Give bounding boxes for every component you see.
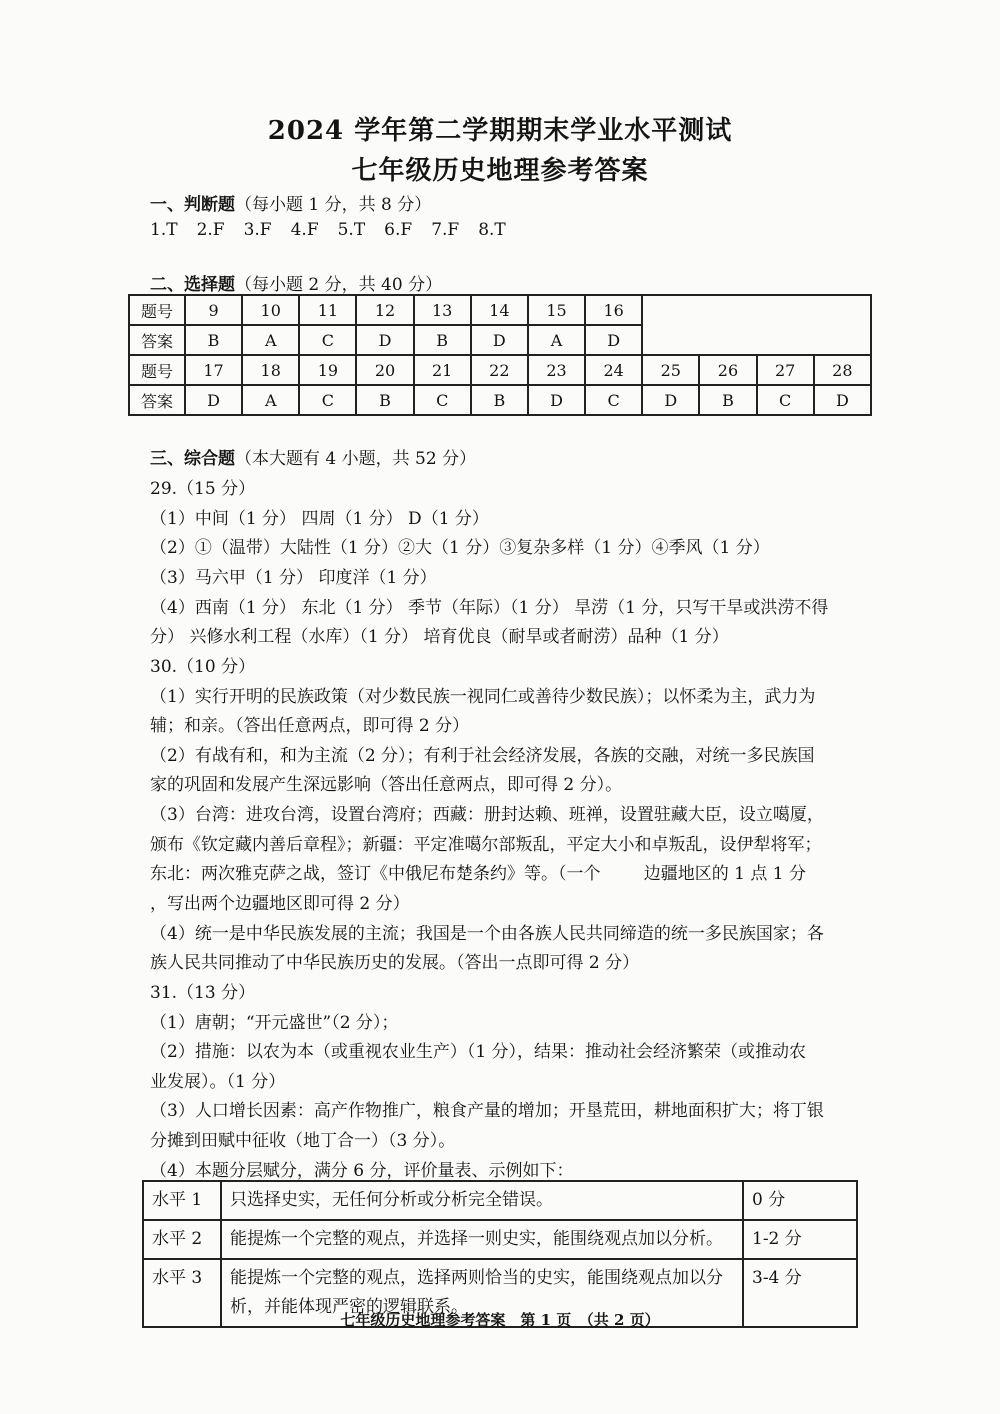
question-number: 19 <box>299 355 356 385</box>
answer-cell: D <box>585 325 642 355</box>
question-number: 12 <box>356 295 413 325</box>
question-number: 18 <box>242 355 299 385</box>
answer-line: 东北：两次雅克萨之战，签订《中俄尼布楚条约》等。（一个 边疆地区的 1 点 1 分 <box>150 864 806 884</box>
question-number: 9 <box>185 295 242 325</box>
answer-cell: C <box>757 385 814 415</box>
table-row <box>129 355 871 385</box>
answer-cell: C <box>585 385 642 415</box>
answer-line: ，写出两个边疆地区即可得 2 分） <box>150 894 410 914</box>
answer-line: （3）人口增长因素：高产作物推广，粮食产量的增加；开垦荒田，耕地面积扩大；将丁银 <box>150 1101 824 1121</box>
answer-line: （4）本题分层赋分，满分 6 分，评价量表、示例如下： <box>150 1161 574 1181</box>
judge-answer: 5.T <box>337 220 366 240</box>
answer-cell: B <box>356 385 413 415</box>
answer-line: 分） 兴修水利工程（水库）（1 分） 培育优良（耐旱或者耐涝）品种（1 分） <box>150 627 729 647</box>
answer-cell: D <box>814 385 871 415</box>
answer-line: 族人民共同推动了中华民族历史的发展。（答出一点即可得 2 分） <box>150 953 640 973</box>
choice-answer-table <box>128 294 872 416</box>
question-number: 17 <box>185 355 242 385</box>
answer-line: （2）措施：以农为本（或重视农业生产）（1 分），结果：推动社会经济繁荣（或推动农 <box>150 1042 807 1062</box>
answer-cell: D <box>528 385 585 415</box>
question-number: 22 <box>471 355 528 385</box>
question-number: 28 <box>814 355 871 385</box>
question-number: 14 <box>471 295 528 325</box>
question-number: 16 <box>585 295 642 325</box>
section3-title: 三、综合题 <box>150 449 235 469</box>
answer-cell: B <box>414 325 471 355</box>
answer-line: （2）有战有和，和为主流（2 分）；有利于社会经济发展，各族的交融，对统一多民族国 <box>150 746 815 766</box>
section1-heading <box>150 190 431 215</box>
question-number: 20 <box>356 355 413 385</box>
table-row <box>143 1220 857 1259</box>
row-label: 答案 <box>129 325 185 355</box>
judge-answer: 7.F <box>431 220 460 240</box>
answer-line: 家的巩固和发展产生深远影响（答出任意两点，即可得 2 分）。 <box>150 775 623 795</box>
answer-cell: B <box>699 385 756 415</box>
section2-note: （每小题 2 分，共 40 分） <box>235 275 443 295</box>
row-label: 题号 <box>129 355 185 385</box>
question-number: 24 <box>585 355 642 385</box>
answer-cell: A <box>242 385 299 415</box>
question-number: 27 <box>757 355 814 385</box>
answer-cell: C <box>299 325 356 355</box>
rubric-table <box>142 1180 858 1328</box>
row-label: 答案 <box>129 385 185 415</box>
question-number: 21 <box>414 355 471 385</box>
answer-line: 31.（13 分） <box>150 983 256 1003</box>
question-number: 25 <box>642 355 699 385</box>
answer-cell: C <box>299 385 356 415</box>
answer-line: 辅；和亲。（答出任意两点，即可得 2 分） <box>150 716 470 736</box>
question-number: 23 <box>528 355 585 385</box>
answer-cell: A <box>528 325 585 355</box>
rubric-score: 1-2 分 <box>743 1220 857 1259</box>
answer-cell: C <box>414 385 471 415</box>
rubric-score: 0 分 <box>743 1181 857 1220</box>
section1-title: 一、判断题 <box>150 195 235 215</box>
answer-cell: B <box>185 325 242 355</box>
answer-cell: D <box>356 325 413 355</box>
answer-line: （4）西南（1 分） 东北（1 分） 季节（年际）（1 分） 旱涝（1 分，只写干旱或洪涝不得 <box>150 598 829 618</box>
answer-line: （1）中间（1 分） 四周（1 分） D（1 分） <box>150 509 489 529</box>
rubric-desc: 能提炼一个完整的观点，并选择一则史实，能围绕观点加以分析。 <box>221 1220 743 1259</box>
question-number: 13 <box>414 295 471 325</box>
table-row <box>129 295 871 325</box>
answer-line: （1）唐朝；“开元盛世”（2 分）； <box>150 1013 399 1033</box>
rubric-level: 水平 3 <box>143 1259 221 1327</box>
row-label: 题号 <box>129 295 185 325</box>
answer-line: （3）台湾：进攻台湾，设置台湾府；西藏：册封达赖、班禅，设置驻藏大臣，设立噶厦， <box>150 805 824 825</box>
answer-line: （3）马六甲（1 分） 印度洋（1 分） <box>150 568 437 588</box>
rubric-level: 水平 1 <box>143 1181 221 1220</box>
page-title: 2024 学年第二学期期末学业水平测试 <box>267 116 733 146</box>
section3-heading <box>150 444 476 469</box>
rubric-score: 3-4 分 <box>743 1259 857 1327</box>
answer-line: （4）统一是中华民族发展的主流；我国是一个由各族人民共同缔造的统一多民族国家；各 <box>150 924 824 944</box>
section1-note: （每小题 1 分，共 8 分） <box>235 195 432 215</box>
judge-answer: 6.F <box>384 220 413 240</box>
page-footer: 七年级历史地理参考答案 第 1 页 （共 2 页） <box>340 1311 660 1329</box>
judge-answer: 3.F <box>243 220 272 240</box>
section3-note: （本大题有 4 小题，共 52 分） <box>235 449 477 469</box>
question-number: 11 <box>299 295 356 325</box>
judge-answers <box>150 220 525 240</box>
answer-line: 业发展）。（1 分） <box>150 1072 286 1092</box>
answer-line: 29.（15 分） <box>150 479 256 499</box>
answer-cell: D <box>471 325 528 355</box>
rubric-desc: 能提炼一个完整的观点，选择两则恰当的史实，能围绕观点加以分析，并能体现严密的逻辑联系。 <box>221 1259 743 1327</box>
question-number: 10 <box>242 295 299 325</box>
question-number: 26 <box>699 355 756 385</box>
answer-cell: D <box>642 385 699 415</box>
answer-cell: A <box>242 325 299 355</box>
answer-line: 颁布《钦定藏内善后章程》；新疆：平定准噶尔部叛乱，平定大小和卓叛乱，设伊犁将军； <box>150 835 822 855</box>
section2-heading <box>150 270 442 295</box>
question-number: 15 <box>528 295 585 325</box>
rubric-level: 水平 2 <box>143 1220 221 1259</box>
empty-cell <box>642 295 871 355</box>
table-row <box>129 385 871 415</box>
judge-answer: 2.F <box>196 220 225 240</box>
table-row <box>143 1181 857 1220</box>
judge-answer: 4.F <box>290 220 319 240</box>
answer-line: （1）实行开明的民族政策（对少数民族一视同仁或善待少数民族）；以怀柔为主，武力为 <box>150 687 816 707</box>
page-subtitle: 七年级历史地理参考答案 <box>351 156 649 186</box>
judge-answer: 1.T <box>150 220 178 240</box>
answer-cell: B <box>471 385 528 415</box>
judge-answer: 8.T <box>478 220 506 240</box>
section2-title: 二、选择题 <box>150 275 235 295</box>
answer-line: 30.（10 分） <box>150 657 256 677</box>
answer-line: 分摊到田赋中征收（地丁合一）（3 分）。 <box>150 1131 456 1151</box>
answer-cell: D <box>185 385 242 415</box>
rubric-desc: 只选择史实，无任何分析或分析完全错误。 <box>221 1181 743 1220</box>
answer-line: （2）①（温带）大陆性（1 分）②大（1 分）③复杂多样（1 分）④季风（1 分） <box>150 538 770 558</box>
